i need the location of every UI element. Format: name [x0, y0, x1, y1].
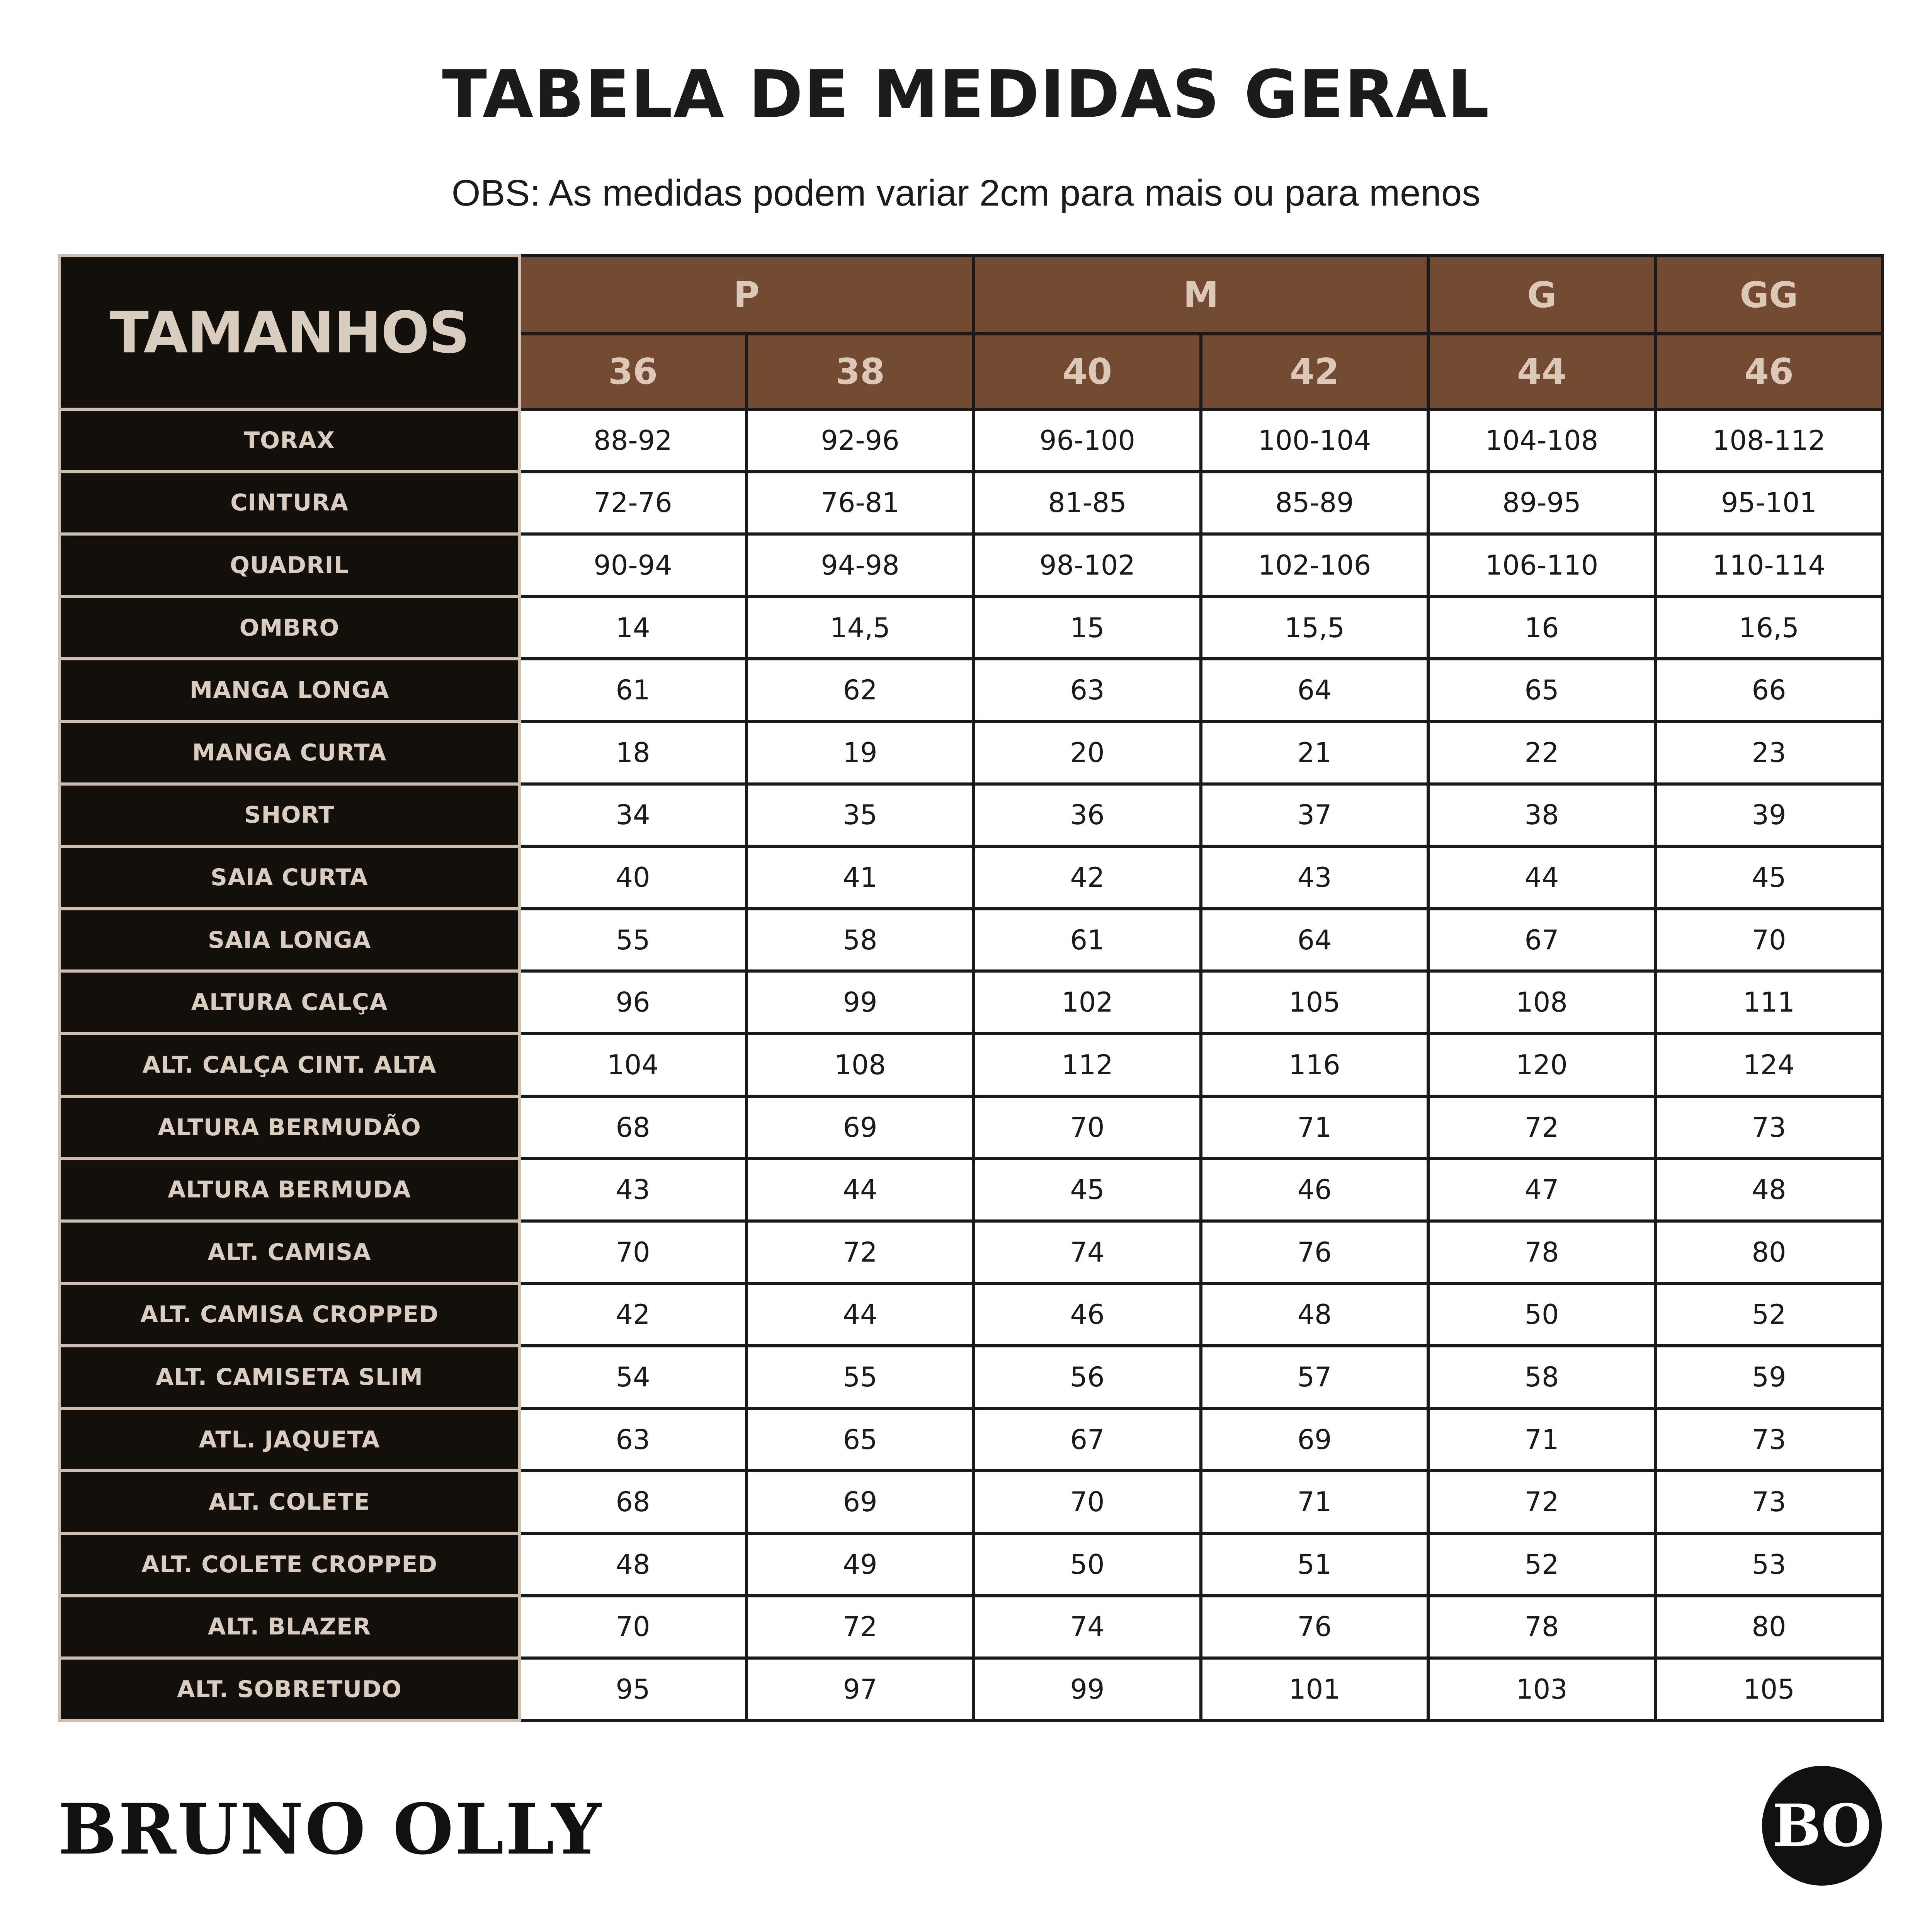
- table-row: [60, 1408, 1883, 1471]
- measurement-label: SAIA LONGA: [60, 909, 519, 971]
- measurement-value: 64: [1201, 909, 1428, 971]
- measurement-value: 73: [1655, 1471, 1883, 1533]
- brand-wordmark: BRUNO OLLY: [58, 1789, 603, 1870]
- measurement-value: 16: [1428, 597, 1655, 659]
- measurement-value: 64: [1201, 659, 1428, 721]
- measurement-value: 71: [1201, 1471, 1428, 1533]
- size-table: [58, 254, 1884, 1722]
- measurement-label: ALT. COLETE: [60, 1471, 519, 1533]
- table-row: [60, 971, 1883, 1034]
- measurement-value: 67: [974, 1408, 1201, 1471]
- table-row: [60, 659, 1883, 721]
- measurement-value: 20: [974, 721, 1201, 784]
- measurement-value: 97: [747, 1658, 974, 1721]
- measurement-value: 105: [1201, 971, 1428, 1034]
- table-row: [60, 597, 1883, 659]
- measurement-value: 70: [1655, 909, 1883, 971]
- measurement-value: 54: [519, 1346, 747, 1408]
- measurement-value: 50: [974, 1533, 1201, 1596]
- corner-label: TAMANHOS: [60, 256, 519, 409]
- measurement-value: 58: [1428, 1346, 1655, 1408]
- measurement-value: 59: [1655, 1346, 1883, 1408]
- measurement-value: 96-100: [974, 409, 1201, 472]
- measurement-label: MANGA CURTA: [60, 721, 519, 784]
- measurement-value: 16,5: [1655, 597, 1883, 659]
- measurement-value: 37: [1201, 784, 1428, 847]
- measurement-value: 47: [1428, 1158, 1655, 1221]
- table-row: [60, 721, 1883, 784]
- size-group-header: G: [1428, 256, 1655, 334]
- measurement-value: 46: [974, 1284, 1201, 1346]
- measurement-value: 52: [1655, 1284, 1883, 1346]
- measurement-value: 46: [1201, 1158, 1428, 1221]
- measurement-value: 96: [519, 971, 747, 1034]
- measurement-value: 71: [1428, 1408, 1655, 1471]
- measurement-value: 70: [519, 1221, 747, 1284]
- group-header-row: [60, 256, 1883, 334]
- measurement-label: ALT. CAMISA: [60, 1221, 519, 1284]
- table-row: [60, 409, 1883, 472]
- table-row: [60, 1096, 1883, 1159]
- measurement-value: 85-89: [1201, 472, 1428, 534]
- measurement-value: 42: [974, 846, 1201, 909]
- measurement-label: ALTURA BERMUDA: [60, 1158, 519, 1221]
- measurement-value: 70: [974, 1096, 1201, 1159]
- measurement-value: 108: [747, 1034, 974, 1096]
- measurement-value: 74: [974, 1596, 1201, 1658]
- measurement-value: 68: [519, 1471, 747, 1533]
- measurement-value: 78: [1428, 1221, 1655, 1284]
- measurement-value: 104-108: [1428, 409, 1655, 472]
- measurement-value: 70: [519, 1596, 747, 1658]
- measurement-value: 102-106: [1201, 534, 1428, 597]
- measurement-value: 108-112: [1655, 409, 1883, 472]
- measurement-value: 34: [519, 784, 747, 847]
- measurement-label: ALT. COLETE CROPPED: [60, 1533, 519, 1596]
- size-number-header: 42: [1201, 334, 1428, 409]
- measurement-value: 57: [1201, 1346, 1428, 1408]
- measurement-value: 81-85: [974, 472, 1201, 534]
- measurement-label: ALT. CAMISA CROPPED: [60, 1284, 519, 1346]
- measurement-value: 45: [1655, 846, 1883, 909]
- measurement-value: 102: [974, 971, 1201, 1034]
- measurement-value: 111: [1655, 971, 1883, 1034]
- measurement-value: 120: [1428, 1034, 1655, 1096]
- measurement-value: 51: [1201, 1533, 1428, 1596]
- measurement-value: 41: [747, 846, 974, 909]
- size-group-header: GG: [1655, 256, 1883, 334]
- measurement-label: ALTURA CALÇA: [60, 971, 519, 1034]
- measurement-value: 101: [1201, 1658, 1428, 1721]
- size-number-header: 36: [519, 334, 747, 409]
- measurement-value: 104: [519, 1034, 747, 1096]
- measurement-label: QUADRIL: [60, 534, 519, 597]
- size-group-header: M: [974, 256, 1428, 334]
- measurement-value: 67: [1428, 909, 1655, 971]
- measurement-value: 35: [747, 784, 974, 847]
- measurement-label: ALT. BLAZER: [60, 1596, 519, 1658]
- measurement-value: 18: [519, 721, 747, 784]
- table-row: [60, 846, 1883, 909]
- measurement-value: 112: [974, 1034, 1201, 1096]
- measurement-value: 14,5: [747, 597, 974, 659]
- measurement-value: 19: [747, 721, 974, 784]
- measurement-value: 45: [974, 1158, 1201, 1221]
- measurement-value: 53: [1655, 1533, 1883, 1596]
- measurement-label: ALT. CALÇA CINT. ALTA: [60, 1034, 519, 1096]
- measurement-value: 55: [747, 1346, 974, 1408]
- table-row: [60, 1284, 1883, 1346]
- measurement-value: 58: [747, 909, 974, 971]
- measurement-value: 90-94: [519, 534, 747, 597]
- measurement-value: 108: [1428, 971, 1655, 1034]
- measurement-value: 63: [974, 659, 1201, 721]
- monogram-letter-o: O: [1821, 1792, 1863, 1860]
- measurement-value: 74: [974, 1221, 1201, 1284]
- size-number-header: 46: [1655, 334, 1883, 409]
- measurement-label: ALT. CAMISETA SLIM: [60, 1346, 519, 1408]
- measurement-value: 48: [1655, 1158, 1883, 1221]
- measurement-value: 69: [1201, 1408, 1428, 1471]
- size-group-header: P: [519, 256, 974, 334]
- measurement-value: 61: [974, 909, 1201, 971]
- measurement-value: 14: [519, 597, 747, 659]
- table-row: [60, 784, 1883, 847]
- measurement-value: 39: [1655, 784, 1883, 847]
- measurement-value: 80: [1655, 1596, 1883, 1658]
- measurement-value: 22: [1428, 721, 1655, 784]
- table-row: [60, 1533, 1883, 1596]
- table-row: [60, 1158, 1883, 1221]
- measurement-value: 116: [1201, 1034, 1428, 1096]
- measurement-value: 23: [1655, 721, 1883, 784]
- table-body: [60, 409, 1883, 1721]
- measurement-value: 72: [747, 1221, 974, 1284]
- measurement-label: ALT. SOBRETUDO: [60, 1658, 519, 1721]
- measurement-value: 38: [1428, 784, 1655, 847]
- measurement-value: 80: [1655, 1221, 1883, 1284]
- measurement-value: 65: [1428, 659, 1655, 721]
- measurement-value: 100-104: [1201, 409, 1428, 472]
- measurement-value: 40: [519, 846, 747, 909]
- measurement-value: 106-110: [1428, 534, 1655, 597]
- measurement-label: ATL. JAQUETA: [60, 1408, 519, 1471]
- measurement-value: 69: [747, 1471, 974, 1533]
- measurement-value: 73: [1655, 1408, 1883, 1471]
- brand-monogram: [1762, 1766, 1882, 1886]
- measurement-value: 43: [519, 1158, 747, 1221]
- table-row: [60, 1471, 1883, 1533]
- measurement-value: 92-96: [747, 409, 974, 472]
- measurement-value: 15,5: [1201, 597, 1428, 659]
- measurement-value: 71: [1201, 1096, 1428, 1159]
- measurement-value: 76: [1201, 1221, 1428, 1284]
- measurement-value: 65: [747, 1408, 974, 1471]
- measurement-value: 48: [519, 1533, 747, 1596]
- size-number-header: 38: [747, 334, 974, 409]
- page-title: TABELA DE MEDIDAS GERAL: [442, 56, 1490, 133]
- measurement-value: 72-76: [519, 472, 747, 534]
- table-row: [60, 1221, 1883, 1284]
- measurement-value: 98-102: [974, 534, 1201, 597]
- table-row: [60, 1034, 1883, 1096]
- measurement-value: 72: [1428, 1471, 1655, 1533]
- measurement-value: 48: [1201, 1284, 1428, 1346]
- measurement-value: 78: [1428, 1596, 1655, 1658]
- measurement-value: 44: [1428, 846, 1655, 909]
- measurement-value: 15: [974, 597, 1201, 659]
- measurement-value: 95: [519, 1658, 747, 1721]
- table-row: [60, 472, 1883, 534]
- page-subtitle: OBS: As medidas podem variar 2cm para mais ou para menos: [451, 172, 1481, 214]
- monogram-letter-b: B: [1772, 1792, 1813, 1860]
- measurement-label: TORAX: [60, 409, 519, 472]
- measurement-value: 63: [519, 1408, 747, 1471]
- size-number-header: 44: [1428, 334, 1655, 409]
- measurement-value: 42: [519, 1284, 747, 1346]
- measurement-label: ALTURA BERMUDÃO: [60, 1096, 519, 1159]
- measurement-value: 105: [1655, 1658, 1883, 1721]
- measurement-value: 44: [747, 1284, 974, 1346]
- measurement-value: 50: [1428, 1284, 1655, 1346]
- table-row: [60, 1596, 1883, 1658]
- table-row: [60, 909, 1883, 971]
- measurement-value: 49: [747, 1533, 974, 1596]
- measurement-value: 61: [519, 659, 747, 721]
- measurement-value: 110-114: [1655, 534, 1883, 597]
- size-number-header: 40: [974, 334, 1201, 409]
- measurement-label: MANGA LONGA: [60, 659, 519, 721]
- measurement-value: 94-98: [747, 534, 974, 597]
- measurement-value: 56: [974, 1346, 1201, 1408]
- measurement-value: 62: [747, 659, 974, 721]
- measurement-value: 88-92: [519, 409, 747, 472]
- measurement-value: 99: [974, 1658, 1201, 1721]
- measurement-value: 124: [1655, 1034, 1883, 1096]
- measurement-value: 89-95: [1428, 472, 1655, 534]
- measurement-value: 103: [1428, 1658, 1655, 1721]
- measurement-label: SAIA CURTA: [60, 846, 519, 909]
- measurement-value: 44: [747, 1158, 974, 1221]
- measurement-value: 43: [1201, 846, 1428, 909]
- measurement-value: 70: [974, 1471, 1201, 1533]
- measurement-value: 36: [974, 784, 1201, 847]
- table-header: [60, 256, 1883, 409]
- measurement-value: 76-81: [747, 472, 974, 534]
- measurement-value: 52: [1428, 1533, 1655, 1596]
- table-row: [60, 1346, 1883, 1408]
- measurement-value: 99: [747, 971, 974, 1034]
- measurement-value: 21: [1201, 721, 1428, 784]
- measurement-label: SHORT: [60, 784, 519, 847]
- measurement-label: CINTURA: [60, 472, 519, 534]
- measurement-value: 66: [1655, 659, 1883, 721]
- measurement-value: 55: [519, 909, 747, 971]
- measurement-value: 68: [519, 1096, 747, 1159]
- table-row: [60, 1658, 1883, 1721]
- measurement-label: OMBRO: [60, 597, 519, 659]
- measurement-value: 76: [1201, 1596, 1428, 1658]
- measurement-value: 72: [747, 1596, 974, 1658]
- measurement-value: 69: [747, 1096, 974, 1159]
- measurement-value: 73: [1655, 1096, 1883, 1159]
- measurement-value: 95-101: [1655, 472, 1883, 534]
- table-row: [60, 534, 1883, 597]
- measurement-value: 72: [1428, 1096, 1655, 1159]
